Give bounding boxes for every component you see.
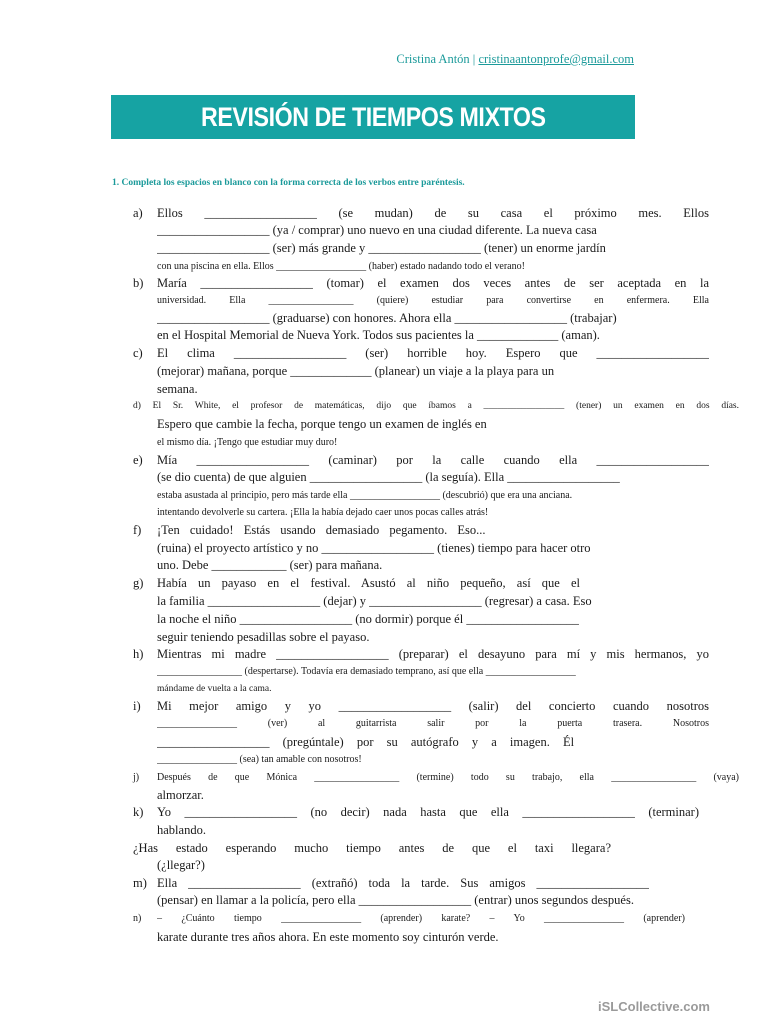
exercise-line: Espero que cambie la fecha, porque tengo un examen de inglés en (157, 417, 487, 431)
exercise-line: ________________ (sea) tan amable con nosotros! (157, 754, 362, 765)
exercise-line: universidad. Ella _________________ (quiere) estudiar para convertirse en enfermera. Ella (157, 295, 709, 306)
exercise-line: ¡Ten cuidado! Estás usando demasiado pegamento. Eso... (157, 523, 486, 537)
exercise-instruction: 1. Completa los espacios en blanco con la forma correcta de los verbos entre paréntesis. (112, 178, 465, 188)
item-marker: g) (133, 576, 144, 590)
exercise-line: en el Hospital Memorial de Nueva York. Todos sus pacientes la _____________ (aman). (157, 328, 600, 342)
exercise-line: hablando. (157, 823, 206, 837)
exercise-line: la noche el niño __________________ (no dormir) porque él __________________ (157, 612, 579, 626)
exercise-line: Ellos __________________ (se mudan) de su casa el próximo mes. Ellos (157, 206, 709, 220)
exercise-line: seguir teniendo pesadillas sobre el payaso. (157, 630, 370, 644)
exercise-line: Había un payaso en el festival. Asustó al niño pequeño, así que el (157, 576, 581, 590)
exercise-line: almorzar. (157, 788, 204, 802)
exercise-line: el mismo día. ¡Tengo que estudiar muy duro! (157, 437, 338, 448)
exercise-line: Ella __________________ (extrañó) toda la tarde. Sus amigos __________________ (157, 876, 649, 890)
exercise-line: (pensar) en llamar a la policía, pero ella __________________ (entrar) unos segundos después. (157, 893, 634, 907)
exercise-line: ________________ (ver) al guitarrista salir por la puerta trasera. Nosotros (157, 718, 709, 729)
worksheet-title: REVISIÓN DE TIEMPOS MIXTOS (200, 101, 546, 132)
exercise-line: semana. (157, 382, 198, 396)
exercise-line: Después de que Mónica _________________ (termine) todo su trabajo, ella _________________ (vaya) (157, 772, 739, 783)
item-marker: k) (133, 805, 144, 819)
exercise-line: El clima __________________ (ser) horrible hoy. Espero que __________________ (157, 346, 709, 360)
exercise-line: __________________ (ya / comprar) uno nuevo en una ciudad diferente. La nueva casa (157, 223, 597, 237)
exercise-line: la familia __________________ (dejar) y __________________ (regresar) a casa. Eso (157, 594, 592, 608)
exercise-line: (mejorar) mañana, porque _____________ (planear) un viaje a la playa para un (157, 364, 555, 378)
exercise-line: intentando devolverle su cartera. ¡Ella la había dejado caer unos pocas calles atrás! (157, 507, 489, 518)
author-email-link[interactable]: cristinaantonprofe@gmail.com (478, 52, 634, 66)
exercise-line: d) El Sr. White, el profesor de matemáticas, dijo que íbamos a _________________ (tener) un examen en dos días. (133, 401, 739, 411)
title-banner (111, 95, 635, 139)
exercise-line: estaba asustada al principio, pero más tarde ella __________________ (descubrió) que era una anciana. (157, 490, 573, 501)
item-marker: m) (133, 876, 147, 890)
author-name: Cristina Antón | (396, 52, 476, 66)
item-marker: n) (133, 913, 142, 924)
item-marker: b) (133, 276, 144, 290)
item-marker: h) (133, 647, 144, 661)
exercise-line: María __________________ (tomar) el examen dos veces antes de ser aceptada en la (157, 276, 709, 290)
exercise-line: (se dio cuenta) de que alguien __________________ (la seguía). Ella __________________ (157, 470, 620, 484)
exercise-line: ¿Has estado esperando mucho tiempo antes de que el taxi llegara? (133, 841, 611, 855)
item-marker: e) (133, 453, 143, 467)
exercise-line: (¿llegar?) (157, 858, 205, 872)
exercise-line: Mía __________________ (caminar) por la calle cuando ella __________________ (157, 453, 709, 467)
exercise-line: uno. Debe ____________ (ser) para mañana. (157, 558, 383, 572)
exercise-line: Yo __________________ (no decir) nada hasta que ella __________________ (terminar) (157, 805, 699, 819)
exercise-line: _________________ (despertarse). Todavía era demasiado temprano, así que ella __________________ (157, 666, 576, 677)
exercise-line: con una piscina en ella. Ellos __________________ (haber) estado nadando todo el verano! (157, 261, 525, 272)
exercise-line: – ¿Cuánto tiempo ________________ (aprender) karate? – Yo ________________ (aprender) (157, 913, 685, 924)
exercise-line: __________________ (pregúntale) por su autógrafo y a imagen. Él (157, 735, 575, 749)
exercise-line: Mi mejor amigo y yo __________________ (salir) del concierto cuando nosotros (157, 699, 709, 713)
exercise-line: Mientras mi madre __________________ (preparar) el desayuno para mí y mis hermanos, yo (157, 647, 709, 661)
item-marker: f) (133, 523, 142, 537)
item-marker: a) (133, 206, 143, 220)
exercise-line: __________________ (ser) más grande y __________________ (tener) un enorme jardín (157, 241, 606, 255)
author-header (396, 52, 634, 67)
item-marker: j) (133, 772, 140, 783)
item-marker: c) (133, 346, 143, 360)
item-marker: i) (133, 699, 141, 713)
exercise-line: karate durante tres años ahora. En este momento soy cinturón verde. (157, 930, 499, 944)
footer-watermark: iSLCollective.com (598, 999, 710, 1014)
exercise-line: __________________ (graduarse) con honores. Ahora ella __________________ (trabajar) (157, 311, 617, 325)
exercise-line: mándame de vuelta a la cama. (157, 684, 272, 694)
exercise-line: (ruina) el proyecto artístico y no __________________ (tienes) tiempo para hacer otro (157, 541, 591, 555)
